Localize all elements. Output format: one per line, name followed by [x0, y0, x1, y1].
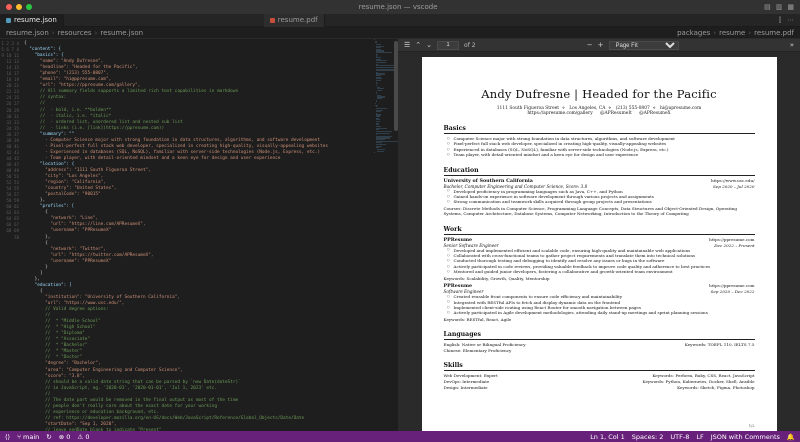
- line-number-gutter: 1 2 3 4 5 6 7 8 9 10 11 12 13 14 15 16 17 18 19 20 21 22 23 24 25 26 27 28 29 30 31 32 33 34 35 36 37 38 39 40 41 42 43 44 45 46 47 48 49 50 51 52 53 54 55 56 57 58 59 60 61 62 63 64 65 66 67 68 69 70: [1, 41, 19, 240]
- list-item: ○ Strong communication and teamwork skills acquired through group projects and presentations: [451, 199, 755, 204]
- resume-name: Andy Dufresne | Headed for the Pacific: [481, 87, 717, 101]
- work-bullets: [444, 248, 755, 275]
- work-bullets: [444, 294, 755, 316]
- work-keywords: Keywords: RESTful, React, Agile: [443, 316, 512, 322]
- pdf-scroll-container[interactable]: [398, 52, 800, 431]
- contact-phone: (213) 555-0807: [615, 106, 650, 111]
- work-role: Software Engineer: [443, 289, 484, 295]
- contact-city: Los Angeles, CA: [569, 106, 606, 111]
- tab-resume-pdf[interactable]: [264, 14, 325, 27]
- window-actions[interactable]: [764, 3, 794, 11]
- tab-label: resume.pdf: [277, 16, 318, 24]
- warning-count[interactable]: ⚠ 0: [77, 432, 90, 441]
- layout-icon[interactable]: ▦: [787, 3, 794, 11]
- minimize-window-button[interactable]: [16, 4, 22, 10]
- breadcrumb-item[interactable]: resources: [57, 28, 92, 37]
- split-editor-icon[interactable]: ▤: [764, 3, 771, 11]
- tab-label: resume.json: [14, 16, 57, 24]
- panel-icon[interactable]: ▥: [775, 3, 783, 11]
- code-content[interactable]: { "content": { "basics": { "name": "Andy Dufresne", "headline": "Headed for the Pacific", "phone": "(213) 555-0807", "email": "hi@ppresume.com", "url": "https://ppresume.com/gallery", // All summary fields supports a limited rich text capabilities in markdown // syntax: // // - bold, i.e. **bolden** // - italic, i.e. *italic* // - ordered list, unordered list and nested sub list // - links (i.e. [link](https://ppresume.com)) "summary": "" - Computer Science major with strong foundation in data structures, algorithms, and software development - Pixel-perfect full stack web developer, specialized in creating high-quality, visually-appealing websites - Experienced in databases (SQL, NoSQL), familiar with server-side technologies (Node.js, Express, etc.) - Team player, with detail-oriented mindset and a keen eye for design and user experience "location": { "address": "1111 South Figueroa Street", "city": "Los Angeles", "region": "California", "country": "United States", "postalCode": "90015" }, "profiles": [ { "network": "Line", "url": "https://line.com/APResumeX", "username": "PPResumeX" }, { "network": "Twitter", "url": "https://twitter.com/APResumeX", "username": "PPResumeX" } ] }, "education": [ { "institution": "University of Southern California", "url": "https://www.usc.edu/", // Valid degree options: // // * "Middle School" // * "High School" // * "Diploma" // * "Associate" // * "Bachelor" // * "Master" // * "Doctor" "degree": "Bachelor", "area": "Computer Engineering and Computer Science", "score": "3.8", // should be a valid date string that can be parsed by `new Date(dateStr)` // in JavaScript, eg. '2020-01', '2020-01-01', 'Jul 1, 2023' etc. // // The date part would be removed in the final output as most of the time // people don't really care about the exact date for your working // experience or education background, etc. // ref: https://developer.mozilla.org/en-US/docs/Web/JavaScript/Reference/Global_Objects/Date/Date "startDate": "Sep 1, 2020", // leave endDate blank to indicate "Present": [24, 41, 328, 431]
- window-title: resume.json — vscode: [358, 3, 438, 11]
- error-count[interactable]: ⊗ 0: [58, 432, 71, 441]
- contact-website[interactable]: https://apresume.com/gallery: [527, 111, 593, 116]
- work-keywords: Keywords: Scalability, Growth, Quality, Mentorship: [443, 275, 550, 281]
- education-date: Sep 2020 – Jul 2020: [712, 183, 755, 189]
- sidebar-toggle-icon[interactable]: ☰: [404, 41, 411, 49]
- resume-page: [422, 57, 777, 431]
- remote-icon[interactable]: ⟨⟩: [5, 432, 11, 441]
- breadcrumb-editor[interactable]: [0, 29, 143, 37]
- list-item: ○ Team player, with detail-oriented mindset and a keen eye for design and user experience: [451, 152, 755, 157]
- resume-contact: 1111 South Figueroa Street ⋄ Los Angeles, CA ⋄ (213) 555-0807 ⋄ hi@apresume.com https://apresume.com/gallery @APResumeIt @APResumeX: [496, 106, 702, 116]
- education-org: University of Southern California: [443, 177, 533, 184]
- breadcrumb-item[interactable]: resume.json: [100, 28, 144, 37]
- editor-tabstrip: [0, 14, 800, 27]
- indentation[interactable]: Spaces: 2: [631, 432, 664, 441]
- education-bullets: [444, 189, 755, 205]
- page-total-label: of 2: [464, 41, 476, 49]
- cursor-position[interactable]: Ln 1, Col 1: [590, 432, 625, 441]
- zoom-out-icon[interactable]: −: [586, 41, 593, 49]
- contact-line[interactable]: @APResumeIt: [600, 111, 632, 116]
- json-editor[interactable]: [0, 39, 398, 431]
- education-courses: Courses: Discrete Methods in Computer Science, Programming Language Concepts, Data Structures and Object-Oriented Design, Operating Systems, Computer Architecture, Database Systems, Computer Networking, Introduction to the Theory of Computing: [443, 205, 737, 217]
- breadcrumb-separator-icon: ›: [51, 28, 55, 37]
- list-item: ○ Actively participated in Agile development methodologies, attending daily stand-up meetings and sprint planning sessions: [451, 310, 755, 315]
- list-item: ○ Experienced in databases (SQL, NoSQL), familiar with server-side technologies (Node.js, Express, etc.): [451, 147, 755, 152]
- skill-keywords: Keywords: Sketch, Figma, Photoshop: [677, 384, 755, 390]
- zoom-in-icon[interactable]: +: [597, 41, 604, 49]
- page-number-input[interactable]: [437, 41, 459, 50]
- language-label: Chinese: Elementary Proficiency: [443, 347, 512, 353]
- section-title-basics: Basics: [443, 125, 466, 132]
- notifications-icon[interactable]: 🔔: [786, 432, 795, 441]
- section-title-work: Work: [443, 225, 462, 233]
- language-mode[interactable]: JSON with Comments: [710, 432, 780, 441]
- list-item: ○ Developed and implemented efficient and scalable code, ensuring high-quality and maintainable web applications: [451, 248, 755, 253]
- pdf-toolbar: [398, 39, 800, 52]
- section-title-skills: Skills: [443, 362, 463, 370]
- list-item: ○ Computer Science major with strong foundation in data structures, algorithms, and software development: [451, 136, 755, 141]
- title-bar: [0, 0, 800, 14]
- skill-label: Design: Intermediate: [443, 384, 488, 390]
- breadcrumb-item[interactable]: packages: [677, 28, 711, 37]
- section-title-languages: Languages: [443, 331, 481, 339]
- breadcrumb-preview[interactable]: [677, 29, 800, 37]
- list-item: ○ Actively participated in code reviews, providing valuable feedback to improve code quality and adherence to best practices: [451, 264, 755, 269]
- close-window-button[interactable]: [6, 4, 12, 10]
- list-item: ○ Mentored and guided junior developers, fostering a collaborative and growth-oriented team environment: [451, 269, 755, 274]
- zoom-select[interactable]: [609, 41, 679, 50]
- more-actions-icon[interactable]: ⋯: [787, 15, 794, 24]
- list-item: ○ Conducted thorough testing and debugging to identify and resolve any issues or bugs in the software: [451, 258, 755, 263]
- language-label: English: Native or Bilingual Proficiency: [443, 342, 526, 348]
- pdf-preview: [398, 39, 800, 431]
- work-org: PPResume: [443, 283, 473, 290]
- split-editor-right-icon[interactable]: ⫿: [778, 15, 781, 24]
- list-item: ○ Integrated with RESTful APIs to fetch and display dynamic data on the frontend: [451, 300, 755, 305]
- list-item: ○ Created reusable front components to ensure code efficiency and maintainability: [451, 294, 755, 299]
- skill-keywords: Keywords: Python, Kubernetes, Docker, Shell, Ansible: [642, 378, 755, 384]
- branch-status[interactable]: ⑂ main: [17, 432, 40, 441]
- skill-keywords: Keywords: Perform, Ruby, CSS, React, JavaScript: [652, 373, 755, 379]
- section-rule: [444, 175, 755, 176]
- contact-twitter[interactable]: @APResumeX: [639, 111, 671, 116]
- list-item: ○ Pixel-perfect full stack web developer, specialized in creating high-quality, visually-appealing websites: [451, 141, 755, 146]
- json-file-icon: [6, 18, 11, 23]
- secondary-toolbar-icon[interactable]: »: [789, 41, 794, 49]
- contact-email[interactable]: hi@apresume.com: [659, 106, 702, 111]
- work-url[interactable]: https://ppresume.com: [709, 236, 755, 242]
- editor-area: [0, 39, 800, 431]
- breadcrumb-separator-icon: ›: [713, 28, 717, 37]
- skill-row: [444, 385, 755, 391]
- encoding[interactable]: UTF-8: [670, 432, 690, 441]
- work-role: Senior Software Engineer: [443, 242, 499, 248]
- list-item: ○ Developed proficiency in programming languages such as Java, C++, and Python: [451, 189, 755, 194]
- skill-label: Web Development: Expert: [443, 373, 498, 379]
- breadcrumb-separator-icon: ›: [94, 28, 98, 37]
- language-keywords: Keywords: TOEFL 110, IELTS 7.5: [684, 342, 755, 348]
- breadcrumb-item[interactable]: resume.pdf: [754, 28, 794, 37]
- list-item: ○ Gained hands-on experience in software development through various projects and assignments: [451, 194, 755, 199]
- education-url[interactable]: https://www.usc.edu/: [710, 177, 755, 183]
- breadcrumb-bar: [0, 27, 800, 39]
- next-page-icon[interactable]: ⌄: [426, 41, 433, 49]
- section-rule: [444, 133, 755, 134]
- previous-page-icon[interactable]: ⌃: [415, 41, 422, 49]
- section-rule: [444, 370, 755, 371]
- work-date: Sep 2020 – Dec 2022: [710, 289, 755, 295]
- eol[interactable]: LF: [696, 432, 704, 441]
- section-title-education: Education: [443, 166, 479, 174]
- skill-label: DevOps: Intermediate: [443, 378, 490, 384]
- breadcrumb-item[interactable]: resume.json: [6, 28, 49, 37]
- education-degree: Bachelor, Computer Engineering and Computer Science, Score: 3.8: [443, 183, 588, 189]
- work-org: PPResume: [443, 236, 473, 243]
- pdf-file-icon: [270, 18, 275, 23]
- work-url[interactable]: https://ppresume.com: [709, 283, 755, 289]
- tab-resume-json[interactable]: [0, 14, 64, 27]
- page-number-label: 1/2: [748, 424, 755, 428]
- language-row: [444, 348, 755, 354]
- list-item: ○ Collaborated with cross-functional teams to gather project requirements and translate them into technical solutions: [451, 253, 755, 258]
- breadcrumb-separator-icon: ›: [748, 28, 752, 37]
- section-rule: [444, 234, 755, 235]
- basics-list: [444, 136, 755, 158]
- breadcrumb-item[interactable]: resume: [719, 28, 746, 37]
- list-item: ○ Implemented client-side routing using React Router for smooth navigation between pages: [451, 305, 755, 310]
- editor-scrollbar[interactable]: [394, 39, 398, 431]
- sync-icon[interactable]: ↻: [46, 432, 52, 441]
- section-rule: [444, 339, 755, 340]
- status-bar: [0, 431, 800, 442]
- work-date: Dec 2022 – Present: [714, 242, 755, 248]
- contact-address: 1111 South Figueroa Street: [496, 106, 560, 111]
- window-controls[interactable]: [6, 4, 32, 10]
